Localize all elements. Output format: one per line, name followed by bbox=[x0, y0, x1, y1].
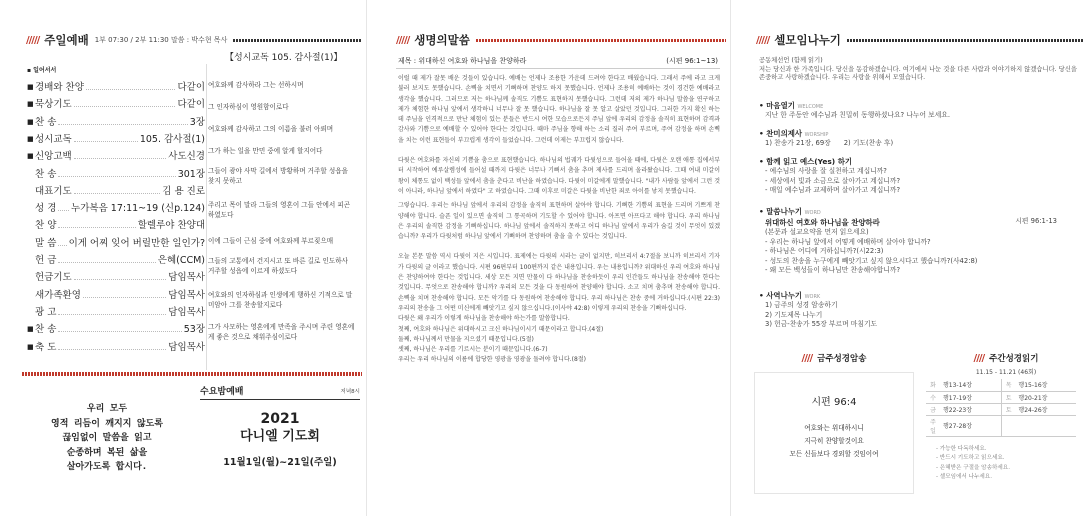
heading-text: 사역나누기 bbox=[766, 291, 802, 300]
order-item-name: 대표기도 bbox=[35, 185, 72, 197]
order-item bbox=[27, 166, 205, 180]
word-line: - 성도의 찬송을 누구에게 빼앗기고 싶지 않으시다고 했습니까?(사42:8) bbox=[765, 256, 978, 265]
schedule-day: 주일 bbox=[930, 418, 936, 435]
schedule-row bbox=[926, 403, 1076, 415]
sermon-paragraph: 그렇습니다. 우리는 하나님 앞에서 우리의 감정을 솔직히 표현하며 살아야 합니다. 기뻐한 기쁨의 표현을 드리며 기쁘게 찬양해야 합니다. 슬픈 일이 있으면 솔직히 그 통곡하며 기도할 수 있어야 합니다. 아프면 아프다고 해야 합니다. 우리 하나님은 우리의 솔직한 감정을 기뻐하십니다. 하나님 앞에서 솔직하지 못하고 어디 하나님 앞에서 우리가 숨길 것이 무엇이 있겠습니까? 우리가 다윗처럼 하나님 앞에서 기뻐하며 찬양하며 춤을 출 수 있다는 것입니다. bbox=[398, 202, 720, 241]
responsive-reading-line: 그들이 광야 사막 길에서 방황하며 거주할 성읍을 찾지 못하고 bbox=[208, 167, 348, 185]
section-line: 1) 금주의 성경 암송하기 bbox=[765, 301, 838, 309]
order-item-name: 헌 금 bbox=[35, 255, 57, 266]
word-line: - 하나님은 어디에 거하십니까?(시22:3) bbox=[765, 247, 884, 256]
leader-dots bbox=[86, 89, 176, 90]
order-item-value: 다같이 bbox=[177, 99, 205, 111]
responsive-reading-line: 그 인자하심이 영원함이로다 bbox=[208, 103, 289, 111]
worship-section bbox=[759, 128, 1077, 149]
intro-text: 일어서서 bbox=[33, 67, 57, 74]
schedule-row bbox=[926, 415, 1076, 436]
event-date: 11월1일(월)~21일(주일) bbox=[223, 457, 337, 468]
leader-dots bbox=[58, 227, 135, 228]
schedule-chapters: 행20-21장 bbox=[1018, 394, 1048, 402]
work-section bbox=[759, 290, 1077, 330]
sermon-point: 첫째, 여호와 하나님은 위대하시고 크신 하나님이시기 때문이라고 합니다.(4절) bbox=[398, 325, 604, 333]
responsive-reading-line: 그들의 고통에서 건지시고 또 바른 길로 인도하사 거주할 성읍에 이르게 하셨도다 bbox=[208, 257, 348, 275]
leader-dots bbox=[58, 210, 69, 211]
word-section bbox=[759, 206, 1077, 276]
responsive-reading-line: 여호와께 감사하고 그의 이름을 불러 아뢰며 bbox=[208, 125, 334, 133]
order-item bbox=[27, 200, 205, 214]
motto-box bbox=[22, 402, 192, 475]
order-item-name: 광 고 bbox=[35, 306, 57, 318]
wednesday-service-header bbox=[200, 384, 360, 400]
header-rule bbox=[476, 39, 726, 42]
order-item bbox=[27, 339, 205, 353]
bullet-icon: ■ bbox=[27, 100, 34, 109]
memory-header bbox=[754, 352, 914, 364]
word-line: - 왜 모든 백성들이 하나님만 찬송해야합니까? bbox=[765, 266, 901, 275]
reading-note: - 셀모임에서 나누세요. bbox=[936, 474, 992, 480]
order-item-value: 사도신경 bbox=[168, 151, 205, 163]
divider-dots bbox=[22, 372, 362, 376]
leader-dots bbox=[58, 331, 181, 332]
order-item bbox=[27, 96, 205, 110]
order-item-name: 새가족환영 bbox=[35, 289, 81, 301]
sermon-body bbox=[398, 74, 720, 366]
weekly-reading-box bbox=[926, 352, 1086, 483]
section-title: 생명의말씀 bbox=[414, 33, 470, 47]
leader-dots bbox=[58, 124, 187, 125]
section-line: 2) 기도제목 나누기 bbox=[765, 310, 823, 319]
schedule-chapters: 행22-23장 bbox=[940, 403, 1001, 415]
event-name: 다니엘 기도회 bbox=[240, 429, 320, 444]
responsive-reading-line: 여호와의 인자하심과 인생에게 행하신 기적으로 말미암아 그를 찬송할지로다 bbox=[208, 291, 353, 309]
sunday-service-header bbox=[26, 32, 362, 48]
schedule-day: 토 bbox=[1005, 394, 1012, 402]
heading-text: 함께 읽고 예스(Yes) 하기 bbox=[766, 157, 852, 166]
leader-dots bbox=[83, 297, 166, 298]
memory-verse-box bbox=[754, 352, 914, 502]
order-item-value: 53장 bbox=[183, 324, 205, 336]
order-item-name: 성시교독 bbox=[35, 133, 72, 145]
schedule-day: 수 bbox=[930, 394, 936, 402]
responsive-reading-line: 그가 하는 일을 만민 중에 알게 할지어다 bbox=[208, 147, 323, 155]
heading-en: WORK bbox=[804, 294, 821, 300]
schedule-row bbox=[926, 379, 1076, 391]
leader-dots bbox=[74, 106, 176, 107]
order-item-name: 경배와 찬양 bbox=[35, 82, 84, 93]
leader-dots bbox=[74, 193, 161, 194]
bullet-icon: ■ bbox=[27, 117, 34, 126]
schedule-chapters: 행17-19장 bbox=[940, 391, 1001, 403]
order-item-name: 묵상기도 bbox=[35, 99, 72, 111]
schedule-day: 화 bbox=[930, 382, 936, 390]
schedule-row bbox=[926, 391, 1076, 403]
motto-line: 끊임없이 말씀을 읽고 bbox=[62, 433, 152, 443]
leader-dots bbox=[74, 279, 167, 280]
order-item-value: 3장 bbox=[189, 116, 205, 128]
section-heading: • 함께 읽고 예스(Yes) 하기 bbox=[759, 157, 852, 166]
schedule-day: 토 bbox=[1005, 406, 1012, 414]
leader-dots bbox=[58, 349, 166, 350]
word-ref: 시편 96:1-13 bbox=[1015, 217, 1057, 225]
memory-line: 여호와는 위대하시니 bbox=[804, 424, 864, 432]
heading-en: WORSHIP bbox=[804, 132, 829, 138]
responsive-reading-line: 주리고 목이 말라 그들의 영혼이 그들 안에서 피곤하였도다 bbox=[208, 201, 351, 219]
reading-notes bbox=[926, 445, 1086, 483]
responsive-reading-line: 이에 그들이 근심 중에 여호와께 부르짖으매 bbox=[208, 237, 334, 245]
service-times: 1부 07:30 / 2부 11:30 말씀 : 박수현 목사 bbox=[94, 36, 228, 44]
schedule-day: 목 bbox=[1005, 382, 1012, 390]
reading-title: 주간성경읽기 bbox=[989, 354, 1039, 364]
subject-rule bbox=[396, 68, 720, 69]
order-item-name: 찬 송 bbox=[35, 168, 57, 180]
leader-dots bbox=[74, 141, 138, 142]
sermon-paragraph: 오늘 본문 말씀 역시 다윗이 지은 시입니다. 표제에는 다윗의 시라는 글이 없지만, 히브리서 4:7절을 보니까 히브리서 기자가 다윗의 글 이라고 했습니다. 시편 96편부터 100편까지 같은 내용입니다. 우는 내용입니까? 위대하신 우리 여호와 하나님은 찬양하여야 한다는 것입니다. 세상 모든 지면 만물이 다 하나님을 찬송하듯이 우리 인간들도 하나님을 찬송해야 한다는 것입니다. 무엇으로 찬송해야 합니까? 우리의 모든 것을 다 동원하여 찬양해야 합니다. 소고 치며 춤추며 찬송해야 합니다. 손뼉을 치며 찬송해야 합니다. 모든 악기를 다 동원하여 찬송해야 합니다. 우리 하나님은 찬송 중에 거하십니다.(시편 22:3) 우리의 찬송을 그 어떤 미신에게 빼앗기고 싶지 않으십니다.(이사야 42:8) 이렇게 우리의 찬송을 기뻐하십니다. bbox=[398, 253, 720, 312]
section-line: 3) 헌금-찬송가 55장 부르며 마침기도 bbox=[765, 320, 878, 329]
memory-card bbox=[754, 372, 914, 494]
leader-dots bbox=[58, 245, 66, 246]
order-item bbox=[27, 235, 205, 249]
reading-note: - 반드시 기도하고 읽으세요. bbox=[936, 455, 1005, 461]
sermon-point: 셋째, 하나님은 우리를 기르시는 분이기 때문입니다.(6-7) bbox=[398, 346, 548, 354]
sermon-subject: 제목 : 위대하신 여호와 하나님을 찬양하라 bbox=[398, 57, 527, 65]
order-item-name: 신앙고백 bbox=[35, 151, 72, 163]
motto-line: 순종하며 복된 삶을 bbox=[66, 447, 148, 458]
order-box-border bbox=[206, 64, 207, 370]
motto-line: 우리 모두 bbox=[86, 404, 128, 414]
word-title: 위대하신 여호와 하나님을 찬양하라 bbox=[765, 218, 880, 227]
section-title: 주일예배 bbox=[44, 33, 89, 47]
order-item-value: 다같이 bbox=[177, 82, 205, 93]
schedule-chapters: 행13-14장 bbox=[940, 379, 1001, 391]
sermon-paragraph: 이럴 때 제가 잘못 배운 것들이 있습니다. 예배는 언제나 조용한 가운데 드려야 한다고 배웠습니다. 그래서 주에 라고 크게 불러 보지도 못했습니다. 손뼉을 치면서 기뻐하며 찬양도 하지 못했습니다. 언제나 조용히 예배하는 것이 경건한 예배라고 생각을 했습니다. 그러므로 저는 하나님께 솔직도 기쁨도 표현하지 못했습니다. 그런데 저의 제가 하나님 말씀을 연구하고 제가 체험한 하나님 앞에서 생각하니 너무나 잘 못 했습니다. 하나님을 잘 못 알고 살았던 것입니다. 그러한 가지 확신 하는데 주님을 인격적으로 만난 체험이 있는 분들은 반드시 여한 모습으로든지 주님 앞에 우리의 감정을 솔직히 표현하며 감격과 감사와 기쁨으로 예배할 수 있어야 한다는 것입니다. 때마 주님을 향해 하는 소리 질러 주여 부르며, 주여 감정을 하며 손뼉을 치는 이런 표현들이 부끄럽게 생각이 들었습니다. 그런데 이제는 부끄럽지 않습니다. bbox=[398, 75, 720, 144]
reading-note: - 은혜받은 구절을 암송하세요. bbox=[936, 464, 1010, 471]
sermon-paragraph: 다윗은 왜 우리가 이렇게 하나님을 찬송해야 하는가를 말씀합니다. bbox=[398, 315, 570, 323]
header-rule bbox=[233, 39, 362, 42]
schedule-day: 금 bbox=[930, 406, 936, 414]
order-item bbox=[27, 287, 205, 301]
sermon-point: 둘째, 하나님께서 만물을 지으셨기 때문입니다.(5절) bbox=[398, 335, 534, 343]
responsive-reading-line: 그가 사모하는 영혼에게 만족을 주시며 주린 영혼에게 좋은 것으로 채워주심이로다 bbox=[208, 323, 355, 341]
reading-dates: 11.15 - 11.21 (46회) bbox=[975, 369, 1037, 376]
order-item bbox=[27, 114, 205, 128]
order-item-value: 할렐루야 찬양대 bbox=[137, 220, 205, 232]
order-item-value: 담임목사 bbox=[168, 306, 205, 318]
wed-note: 저녁8시 bbox=[340, 388, 360, 395]
section-line: - 매일 예수님과 교제하며 살아가고 계십니까? bbox=[765, 186, 901, 195]
order-item-value: 누가복음 17:11~19 (신p.124) bbox=[71, 203, 205, 215]
community-declaration bbox=[759, 56, 1077, 83]
sermon-panel bbox=[368, 0, 728, 516]
bullet-icon: ■ bbox=[27, 134, 34, 143]
leader-dots bbox=[58, 314, 166, 315]
sermon-ref: (시편 96:1~13) bbox=[666, 57, 718, 65]
order-item-name: 찬 송 bbox=[35, 324, 57, 336]
heading-text: 찬미의제사 bbox=[766, 129, 802, 138]
schedule-chapters: 행24-26장 bbox=[1018, 406, 1048, 414]
order-item-value: 김 용 진로 bbox=[162, 185, 205, 197]
declaration-title: 공동체선언 (함께 읽기) bbox=[759, 57, 823, 64]
order-item-name: 축 도 bbox=[35, 341, 57, 353]
order-intro: ▪ 일어서서 bbox=[27, 67, 57, 74]
responsive-reading-line: 여호와께 감사하라 그는 선하시며 bbox=[208, 81, 304, 89]
order-item-name: 찬 양 bbox=[35, 220, 57, 232]
section-heading: • 찬미의제사 WORSHIP bbox=[759, 129, 829, 138]
word-line: (본문과 설교요약을 먼저 읽으세요) bbox=[765, 228, 869, 236]
slash-decoration-icon: //// bbox=[973, 352, 985, 364]
header-rule bbox=[847, 39, 1084, 42]
order-item-value: 은혜(CCM) bbox=[157, 255, 205, 266]
memory-ref: 시편 96:4 bbox=[811, 397, 857, 408]
schedule-day bbox=[1001, 415, 1015, 436]
slash-decoration-icon: ///// bbox=[26, 34, 40, 46]
sermon-paragraph: 다윗은 여호와를 자신의 기쁨을 춤으로 표현했습니다. 하나님의 법궤가 다윗성으로 들어올 때에, 다윗은 오랜 애통 집에서부터 시작하여 예루살렘성에 들어설 때까지 다윗은 너무나 기뻐서 춤을 추며 제사를 드리며 올라왔습니다. 그때 여내 미갈이 왕이 체통도 없이 백성들 앞에서 춤을 춘다고 비난을 하였습니다. 다윗이 미갈에게 말했습니다. "내가 사람들 앞에서 그런 것이 아니라, 하나님 앞에서 하였다" 고 하였습니다. 그때 이후로 미갈은 다윗을 비난한 죄로 아이를 낳지 못했습니다. bbox=[398, 157, 720, 195]
section-heading: • 마음열기 WELCOME bbox=[759, 101, 824, 110]
event-box bbox=[200, 410, 360, 468]
order-of-worship-panel bbox=[0, 0, 364, 516]
bullet-icon: ■ bbox=[27, 83, 34, 91]
order-item bbox=[27, 79, 205, 93]
heading-text: 말씀나누기 bbox=[766, 207, 802, 216]
motto-line: 영적 리듬이 깨지지 않도록 bbox=[51, 418, 163, 429]
order-item bbox=[27, 217, 205, 231]
leader-dots bbox=[58, 176, 175, 177]
cell-group-panel bbox=[732, 0, 1091, 516]
schedule-chapters: 행15-16장 bbox=[1018, 382, 1048, 390]
order-item-value: 301장 bbox=[177, 168, 205, 180]
slash-decoration-icon: ///// bbox=[396, 34, 410, 46]
order-item-name: 말 씀 bbox=[35, 237, 57, 249]
order-item-value: 이게 어찌 잊어 버릴만한 일인가? bbox=[68, 237, 205, 249]
order-item bbox=[27, 269, 205, 283]
motto-line: 살아가도록 합시다. bbox=[66, 462, 148, 472]
section-heading: • 말씀나누기 WORD bbox=[759, 207, 821, 216]
heading-text: 마음열기 bbox=[766, 101, 795, 110]
cell-group-header bbox=[756, 32, 1084, 48]
order-item-name: 헌금기도 bbox=[35, 272, 72, 284]
order-item bbox=[27, 304, 205, 318]
section-line: 지난 한 주동안 예수님과 친밀히 동행하셨나요? 나누어 보세요. bbox=[765, 111, 951, 119]
slash-decoration-icon: //// bbox=[801, 352, 813, 364]
leader-dots bbox=[58, 262, 155, 263]
word-line: - 우리는 하나님 앞에서 어떻게 예배하며 살아야 합니까? bbox=[765, 237, 931, 246]
sermon-subject-row bbox=[398, 56, 718, 66]
order-item-value: 105. 감사절(1) bbox=[139, 133, 205, 145]
order-item bbox=[27, 183, 205, 197]
wed-title: 수요밤예배 bbox=[200, 387, 244, 397]
section-title: 셀모임나누기 bbox=[774, 33, 841, 47]
memory-line: 지극히 찬양할것이요 bbox=[804, 437, 864, 445]
schedule-chapters bbox=[1015, 415, 1076, 436]
bullet-icon: ■ bbox=[27, 342, 34, 351]
section-line: - 예수님의 사랑을 잘 실천하고 계십니까? bbox=[765, 167, 887, 175]
top-verse: 【성시교독 105. 감사절(1)】 bbox=[225, 53, 343, 63]
slash-decoration-icon: ///// bbox=[756, 34, 770, 46]
order-item bbox=[27, 131, 205, 145]
schedule-chapters: 행27-28장 bbox=[940, 415, 1001, 436]
word-title-row bbox=[765, 217, 1077, 228]
section-line: 1) 찬송가 21장, 69장 2) 기도(찬송 후) bbox=[765, 139, 894, 147]
order-item-name: 성 경 bbox=[35, 203, 57, 215]
reading-note: - 가능한 다독하세요. bbox=[936, 445, 987, 452]
order-item-value: 담임목사 bbox=[168, 341, 205, 353]
reading-header bbox=[926, 352, 1086, 364]
memory-line: 모든 신들보다 경외할 것임이여 bbox=[789, 450, 879, 458]
order-item bbox=[27, 252, 205, 266]
sermon-header bbox=[396, 32, 726, 48]
section-line: - 세상에서 빛과 소금으로 살아가고 계십니까? bbox=[765, 176, 901, 185]
memory-title: 금주성경암송 bbox=[817, 354, 867, 364]
declaration-text: 저는 당신과 한 가족입니다. 당신을 동감하겠습니다. 여기에서 나눈 것을 다른 사람과 이야기하지 않겠습니다. 당신을 존중하고 사랑하겠습니다. 우리는 사랑을 위해서 모였습니다. bbox=[759, 65, 1077, 82]
order-item bbox=[27, 321, 205, 335]
order-item-value: 담임목사 bbox=[168, 272, 205, 284]
order-item bbox=[27, 148, 205, 162]
heading-en: WORD bbox=[804, 210, 821, 216]
order-item-name: 찬 송 bbox=[35, 116, 57, 128]
bullet-icon: ■ bbox=[27, 152, 34, 161]
yes-section bbox=[759, 156, 1077, 196]
event-year: 2021 bbox=[260, 411, 300, 427]
bullet-icon: ■ bbox=[27, 325, 34, 334]
reading-schedule bbox=[926, 379, 1076, 437]
welcome-section bbox=[759, 100, 1077, 121]
sermon-point: 우리는 우리 하나님의 이름에 합당한 영광을 영광을 돌려야 합니다.(8절) bbox=[398, 356, 586, 364]
order-item-value: 담임목사 bbox=[168, 289, 205, 301]
heading-en: WELCOME bbox=[797, 104, 824, 110]
leader-dots bbox=[74, 158, 167, 159]
section-heading: • 사역나누기 WORK bbox=[759, 291, 821, 300]
